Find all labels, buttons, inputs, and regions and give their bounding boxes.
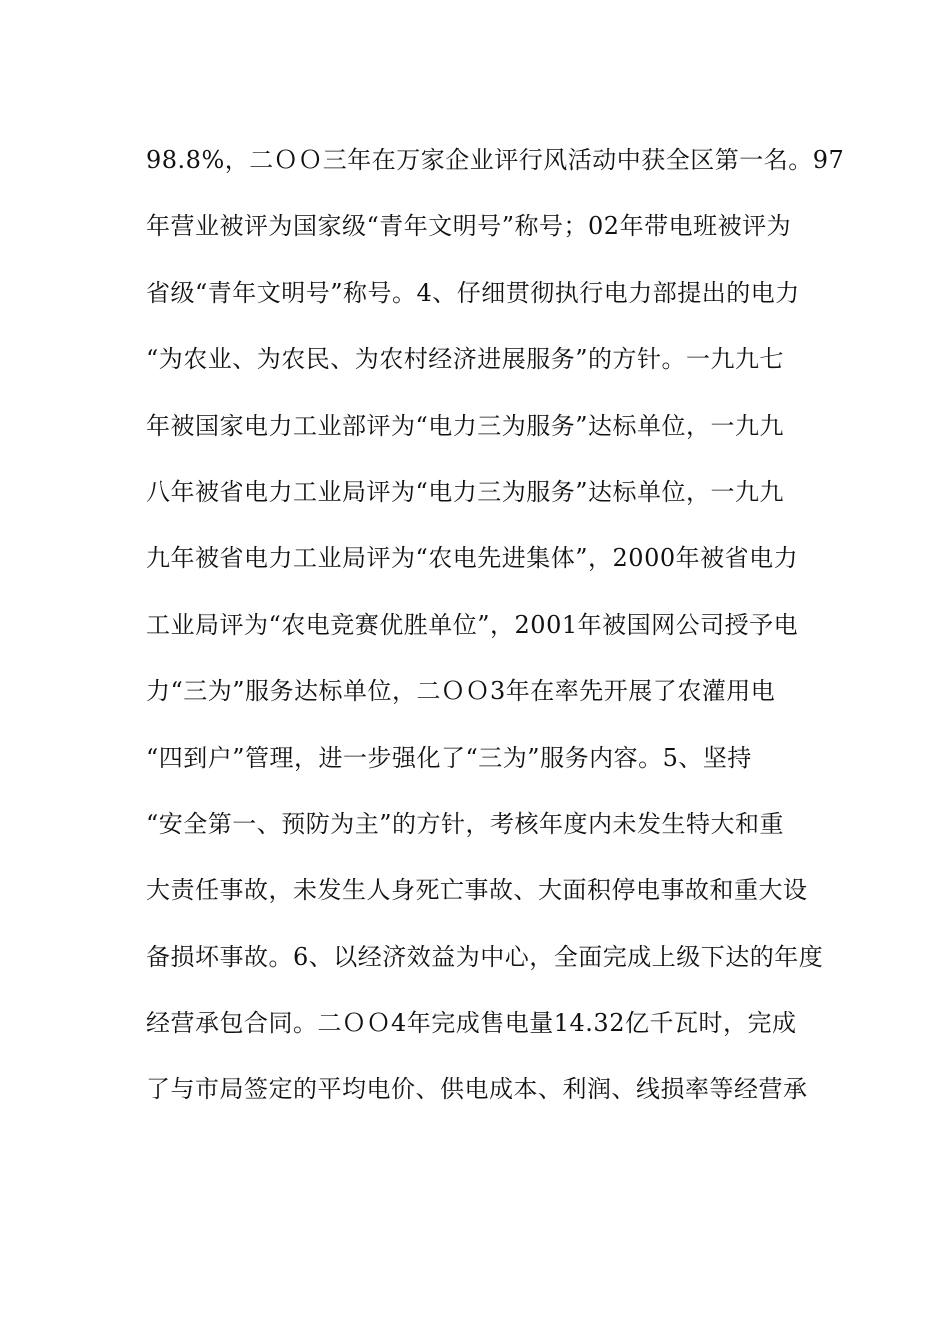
text-line: 力“三为”服务达标单位，二ＯＯ3年在率先开展了农灌用电 bbox=[146, 677, 776, 706]
body-text bbox=[146, 127, 845, 1123]
text-line: 八年被省电力工业局评为“电力三为服务”达标单位，一九九 bbox=[146, 477, 785, 506]
text-line: 大责任事故，未发生人身死亡事故、大面积停电事故和重大设 bbox=[146, 876, 808, 905]
text-line: 98.8%，二ＯＯ三年在万家企业评行风活动中获全区第一名。97 bbox=[146, 146, 845, 174]
text-line: 省级“青年文明号”称号。4、仔细贯彻执行电力部提出的电力 bbox=[146, 278, 800, 307]
text-line: 九年被省电力工业局评为“农电先进集体”，2000年被省电力 bbox=[146, 544, 799, 573]
text-line: 了与市局签定的平均电价、供电成本、利润、线损率等经营承 bbox=[146, 1075, 808, 1104]
text-line: “安全第一、预防为主”的方针，考核年度内未发生特大和重 bbox=[146, 809, 785, 838]
text-line: 备损坏事故。6、以经济效益为中心，全面完成上级下达的年度 bbox=[146, 942, 824, 971]
text-line: 年被国家电力工业部评为“电力三为服务”达标单位，一九九 bbox=[146, 411, 785, 440]
text-line: 年营业被评为国家级“青年文明号”称号；02年带电班被评为 bbox=[146, 212, 792, 241]
text-line: 经营承包合同。二ＯＯ4年完成售电量14.32亿千瓦时，完成 bbox=[146, 1009, 797, 1038]
text-line: “为农业、为农民、为农村经济进展服务”的方针。一九九七 bbox=[146, 345, 785, 374]
text-line: 工业局评为“农电竞赛优胜单位”，2001年被国网公司授予电 bbox=[146, 610, 799, 639]
text-line: “四到户”管理，进一步强化了“三为”服务内容。5、坚持 bbox=[146, 743, 752, 772]
